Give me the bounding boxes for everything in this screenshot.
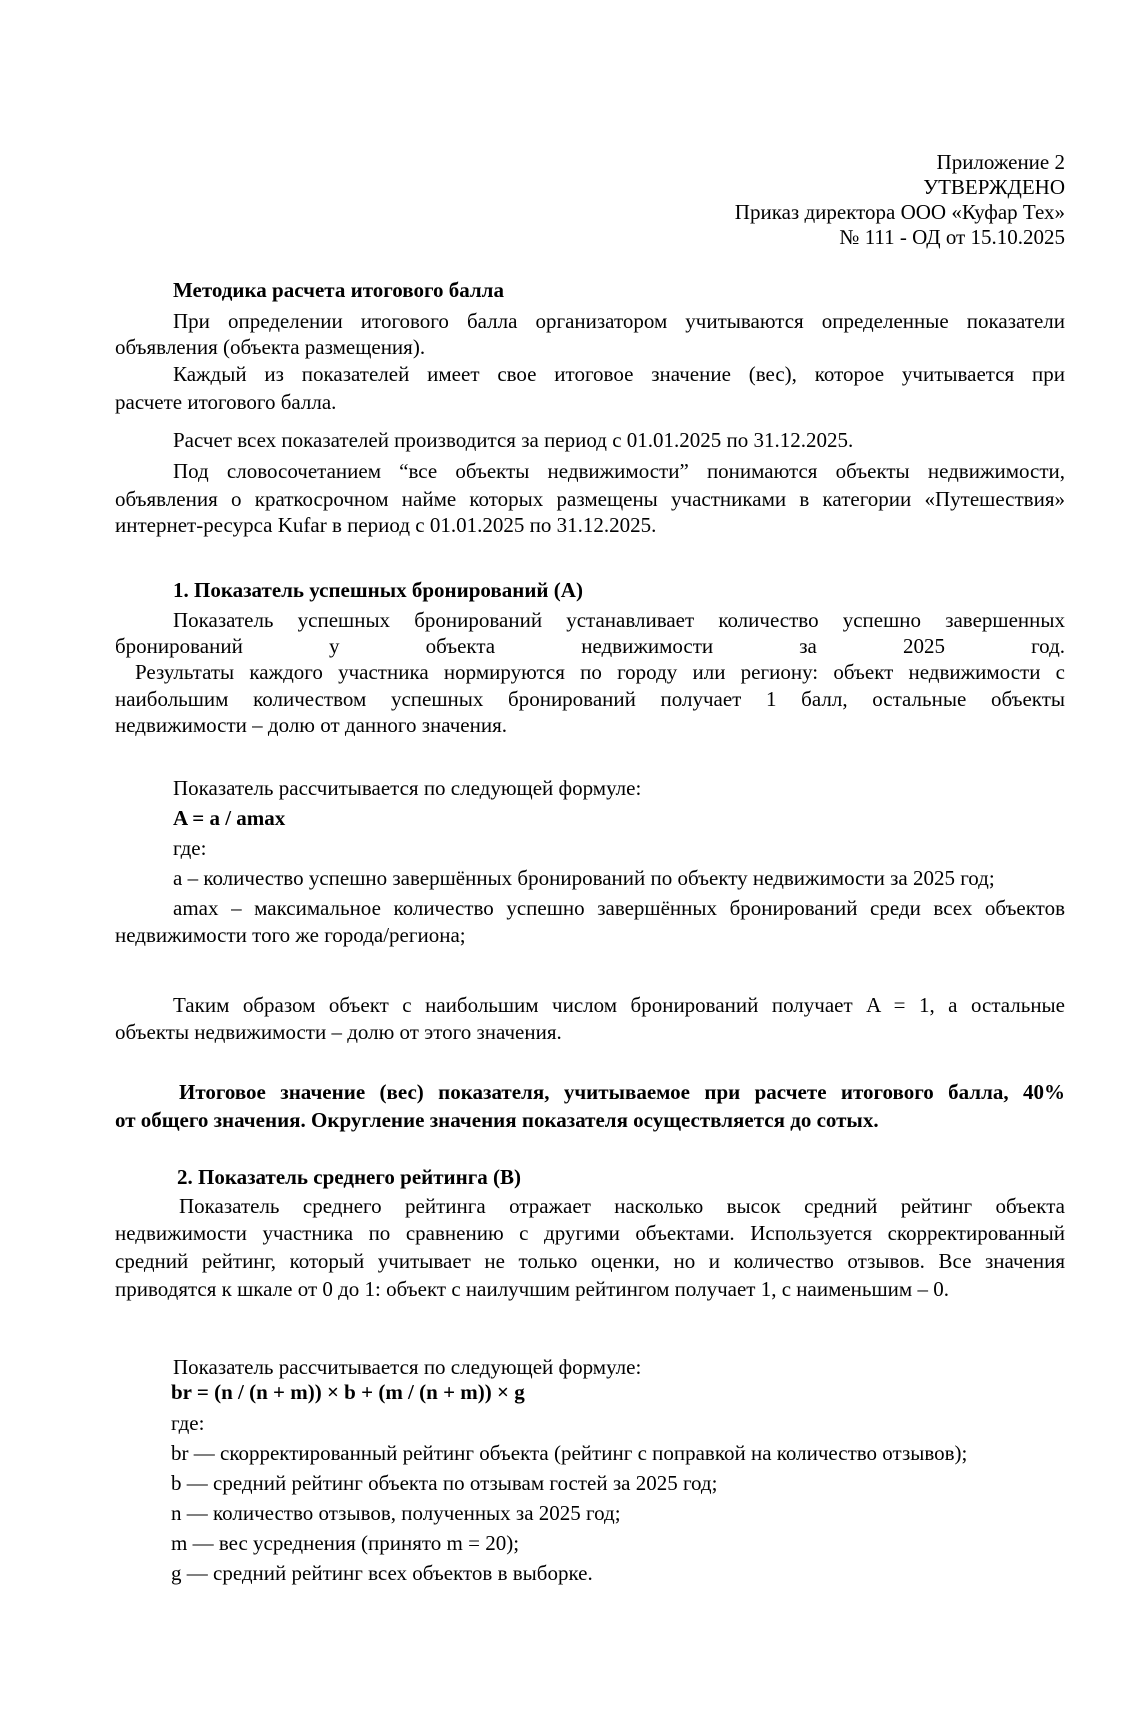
section-2-heading: 2. Показатель среднего рейтинга (B) (177, 1165, 522, 1189)
section-1-summary-line-1: Таким образом объект с наибольшим числом бронирований получает A = 1, а остальные (173, 993, 1065, 1017)
section-1-summary-line-2: объекты недвижимости – долю от этого значения. (115, 1020, 562, 1044)
section-1-where: где: (173, 836, 207, 860)
section-2-paragraph-line-2: недвижимости участника по сравнению с другими объектами. Используется скорректированный (115, 1221, 1065, 1245)
section-2-formula-intro: Показатель рассчитывается по следующей формуле: (173, 1355, 642, 1379)
intro-paragraph-2-line-2: расчете итогового балла. (115, 390, 337, 414)
page-title: Методика расчета итогового балла (173, 278, 504, 302)
section-1-weight-line-1: Итоговое значение (вес) показателя, учитываемое при расчете итогового балла, 40% (179, 1080, 1065, 1104)
section-1-def-amax-line-2: недвижимости того же города/региона; (115, 923, 466, 947)
section-2-where: где: (171, 1411, 205, 1435)
appendix-label: Приложение 2 (936, 150, 1065, 174)
order-label: Приказ директора ООО «Куфар Тех» (734, 200, 1065, 224)
section-1-weight-line-2: от общего значения. Округление значения показателя осуществляется до сотых. (115, 1108, 879, 1132)
section-1-heading: 1. Показатель успешных бронирований (А) (173, 578, 583, 602)
section-2-def-br: br — скорректированный рейтинг объекта (рейтинг с поправкой на количество отзывов); (171, 1441, 968, 1465)
section-2-formula: br = (n / (n + m)) × b + (m / (n + m)) × g (171, 1380, 525, 1404)
section-2-def-m: m — вес усреднения (принято m = 20); (171, 1531, 520, 1555)
intro-paragraph-4-line-2: объявления о краткосрочном найме которых размещены участниками в категории «Путешествия» (115, 487, 1065, 511)
intro-paragraph-3: Расчет всех показателей производится за период с 01.01.2025 по 31.12.2025. (173, 428, 854, 452)
section-1-def-a: a – количество успешно завершённых бронирований по объекту недвижимости за 2025 год; (173, 866, 995, 890)
section-1-paragraph-1-line-2: бронирований у объекта недвижимости за 2025 год. (115, 634, 1065, 658)
order-number: № 111 - ОД от 15.10.2025 (839, 225, 1065, 249)
section-1-def-amax-line-1: amax – максимальное количество успешно завершённых бронирований среди всех объектов (173, 896, 1065, 920)
intro-paragraph-4-line-3: интернет-ресурса Kufar в период с 01.01.2025 по 31.12.2025. (115, 513, 657, 537)
section-1-paragraph-1-line-1: Показатель успешных бронирований устанавливает количество успешно завершенных (173, 608, 1065, 632)
section-1-paragraph-2-line-2: наибольшим количеством успешных бронирований получает 1 балл, остальные объекты (115, 687, 1065, 711)
section-2-def-b: b — средний рейтинг объекта по отзывам гостей за 2025 год; (171, 1471, 718, 1495)
section-1-paragraph-2-line-3: недвижимости – долю от данного значения. (115, 713, 507, 737)
section-1-formula-intro: Показатель рассчитывается по следующей формуле: (173, 776, 642, 800)
section-1-paragraph-2-line-1: Результаты каждого участника нормируются по городу или региону: объект недвижимости с (135, 660, 1065, 684)
section-2-paragraph-line-1: Показатель среднего рейтинга отражает насколько высок средний рейтинг объекта (179, 1194, 1065, 1218)
section-2-def-g: g — средний рейтинг всех объектов в выборке. (171, 1561, 593, 1585)
intro-paragraph-1-line-1: При определении итогового балла организатором учитываются определенные показатели (173, 309, 1065, 333)
intro-paragraph-4-line-1: Под словосочетанием “все объекты недвижимости” понимаются объекты недвижимости, (173, 459, 1065, 483)
intro-paragraph-1-line-2: объявления (объекта размещения). (115, 335, 426, 359)
approved-label: УТВЕРЖДЕНО (923, 175, 1065, 199)
section-1-formula: A = a / amax (173, 806, 286, 830)
section-2-paragraph-line-4: приводятся к шкале от 0 до 1: объект с наилучшим рейтингом получает 1, с наименьшим – 0. (115, 1277, 949, 1301)
section-2-paragraph-line-3: средний рейтинг, который учитывает не только оценки, но и количество отзывов. Все значения (115, 1249, 1065, 1273)
section-2-def-n: n — количество отзывов, полученных за 2025 год; (171, 1501, 621, 1525)
intro-paragraph-2-line-1: Каждый из показателей имеет свое итоговое значение (вес), которое учитывается при (173, 362, 1065, 386)
